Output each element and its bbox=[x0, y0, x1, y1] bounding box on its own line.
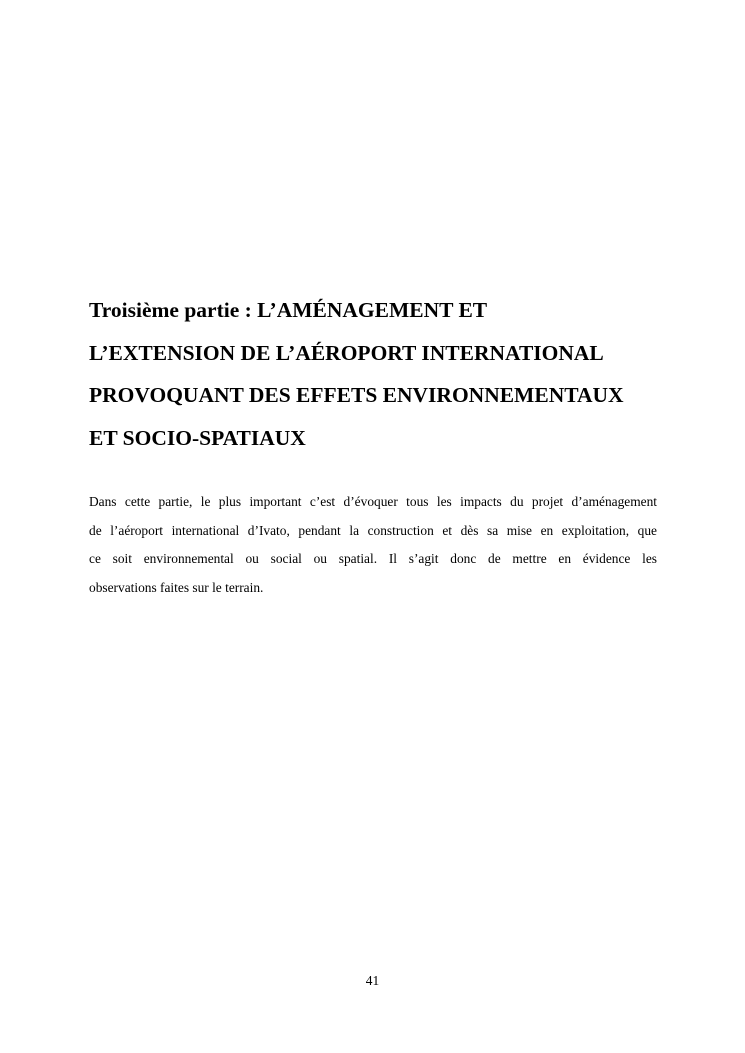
part-title-line: ET SOCIO-SPATIAUX bbox=[89, 425, 306, 450]
paragraph-line: Dans cette partie, le plus important c’est d’évoquer tous les impacts du projet d’aménagement bbox=[89, 494, 657, 509]
paragraph-line: de l’aéroport international d’Ivato, pendant la construction et dès sa mise en exploitation, que bbox=[89, 522, 657, 538]
page-number: 41 bbox=[365, 973, 380, 988]
paragraph-line: observations faites sur le terrain. bbox=[89, 579, 264, 595]
intro-paragraph bbox=[89, 488, 657, 602]
part-title-line: PROVOQUANT DES EFFETS ENVIRONNEMENTAUX bbox=[89, 383, 624, 407]
part-title bbox=[89, 289, 669, 459]
paragraph-line: ce soit environnemental ou social ou spatial. Il s’agit donc de mettre en évidence les bbox=[89, 551, 657, 566]
part-title-line: L’EXTENSION DE L’AÉROPORT INTERNATIONAL bbox=[89, 340, 604, 365]
part-title-line: Troisième partie : L’AMÉNAGEMENT ET bbox=[89, 298, 488, 322]
